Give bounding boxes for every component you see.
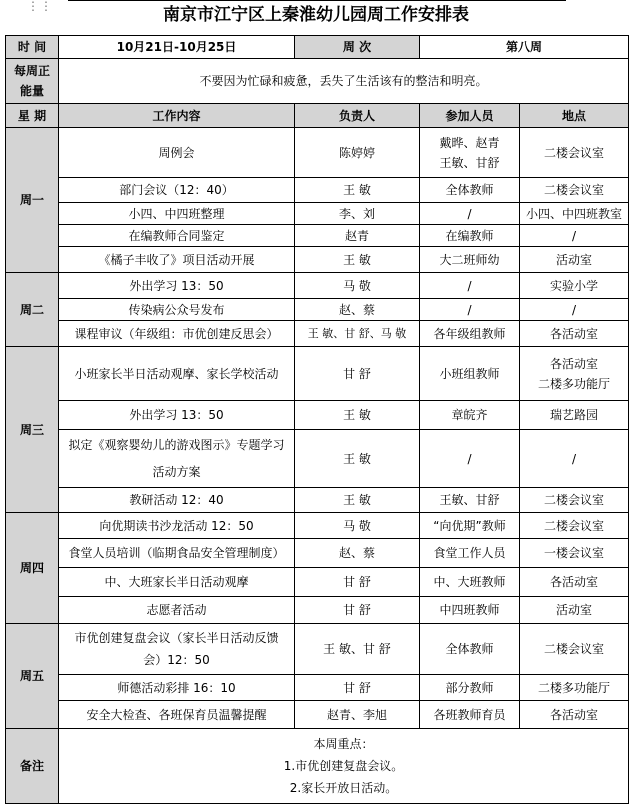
col-day: 星 期 [6,104,59,128]
col-owner: 负责人 [295,104,420,128]
drag-handle-icon[interactable]: ⋮⋮ [27,0,53,13]
task-location: 二楼多功能厅 [520,675,629,701]
task-content: 《橘子丰收了》项目活动开展 [59,247,295,273]
content-line2: 会）12：50 [143,653,210,667]
task-owner: 王 敏 [295,178,420,203]
notes-content [59,729,629,804]
task-content: 教研活动 12：40 [59,488,295,513]
task-content: 外出学习 13：50 [59,401,295,430]
task-participants: / [420,273,520,299]
task-location: 各活动室 [520,701,629,729]
task-owner: 王 敏 [295,488,420,513]
content-line2: 活动方案 [152,464,201,479]
task-owner: 李、刘 [295,203,420,225]
task-content: 志愿者活动 [59,597,295,624]
content-line1: 拟定《观察婴幼儿的游戏图示》专题学习 [68,437,285,452]
task-location: 二楼会议室 [520,128,629,178]
time-label: 时 间 [6,36,59,59]
task-owner: 马 敬 [295,273,420,299]
task-participants: 全体教师 [420,624,520,675]
task-participants: “向优期”教师 [420,513,520,539]
day-label-friday: 周五 [6,624,59,729]
task-location: / [520,299,629,321]
week-label: 周 次 [295,36,420,59]
task-content: 在编教师合同鉴定 [59,225,295,247]
header-row [6,36,629,59]
table-row [6,539,629,568]
task-owner: 王 敏 [295,247,420,273]
task-location: / [520,225,629,247]
task-location: 各活动室 [520,321,629,347]
task-participants: 中四班教师 [420,597,520,624]
task-owner: 赵、蔡 [295,539,420,568]
task-participants: 部分教师 [420,675,520,701]
task-participants: / [420,430,520,488]
task-content: 安全大检查、各班保育员温馨提醒 [59,701,295,729]
task-content: 传染病公众号发布 [59,299,295,321]
table-row [6,347,629,401]
motto-label [6,59,59,104]
day-label-thursday: 周四 [6,513,59,624]
task-content: 课程审议（年级组：市优创建反思会） [59,321,295,347]
task-participants: 食堂工作人员 [420,539,520,568]
task-content: 向优期读书沙龙活动 12：50 [59,513,295,539]
task-location: 各活动室 [520,568,629,597]
task-participants: 各年级组教师 [420,321,520,347]
task-owner: 甘 舒 [295,568,420,597]
task-participants: / [420,299,520,321]
day-label-tuesday: 周二 [6,273,59,347]
date-range: 10月21日-10月25日 [59,36,295,59]
task-content [59,430,295,488]
day-label-wednesday: 周三 [6,347,59,513]
task-participants: 中、大班教师 [420,568,520,597]
table-row [6,597,629,624]
table-row [6,321,629,347]
task-location: 二楼会议室 [520,488,629,513]
task-location: 活动室 [520,597,629,624]
table-row [6,203,629,225]
task-location: 活动室 [520,247,629,273]
col-location: 地点 [520,104,629,128]
week-value: 第八周 [420,36,629,59]
notes-item: 1.市优创建复盘会议。 [283,759,404,773]
task-participants: 各班教师育员 [420,701,520,729]
notes-label: 备注 [6,729,59,804]
task-owner: 王 敏、甘 舒、马 敬 [295,321,420,347]
task-location: 瑞艺路园 [520,401,629,430]
task-content: 小班家长半日活动观摩、家长学校活动 [59,347,295,401]
table-row [6,488,629,513]
content-line1: 市优创建复盘会议（家长半日活动反馈 [74,631,279,645]
table-row [6,401,629,430]
notes-heading: 本周重点： [313,737,374,751]
task-owner: 甘 舒 [295,675,420,701]
motto-text: 不要因为忙碌和疲惫，丢失了生活该有的整洁和明亮。 [59,59,629,104]
task-participants: / [420,203,520,225]
task-owner: 王 敏、甘 舒 [295,624,420,675]
motto-row [6,59,629,104]
table-row [6,675,629,701]
task-location: 一楼会议室 [520,539,629,568]
task-location: / [520,430,629,488]
motto-label-line1: 每周正 [13,64,50,78]
table-row [6,513,629,539]
table-row [6,430,629,488]
task-owner: 赵青、李旭 [295,701,420,729]
table-row [6,299,629,321]
col-content: 工作内容 [59,104,295,128]
column-header-row [6,104,629,128]
task-owner: 王 敏 [295,401,420,430]
task-content: 师德活动彩排 16：10 [59,675,295,701]
task-location: 小四、中四班教室 [520,203,629,225]
task-content: 部门会议（12：40） [59,178,295,203]
task-owner: 甘 舒 [295,597,420,624]
task-owner: 马 敬 [295,513,420,539]
motto-label-line2: 能量 [19,84,44,98]
task-content: 中、大班家长半日活动观摩 [59,568,295,597]
task-participants: 王敏、甘舒 [420,488,520,513]
task-location [520,347,629,401]
task-owner: 陈婷婷 [295,128,420,178]
task-participants: 在编教师 [420,225,520,247]
notes-item: 2.家长开放日活动。 [289,781,398,795]
task-location: 二楼会议室 [520,513,629,539]
location-line2: 二楼多功能厅 [538,376,611,391]
task-content [59,624,295,675]
task-content: 周例会 [59,128,295,178]
schedule-table [5,35,629,804]
task-content: 小四、中四班整理 [59,203,295,225]
task-participants [420,128,520,178]
table-row [6,273,629,299]
task-content: 食堂人员培训（临期食品安全管理制度） [59,539,295,568]
day-label-monday: 周一 [6,128,59,273]
task-owner: 王 敏 [295,430,420,488]
task-owner: 赵青 [295,225,420,247]
table-row [6,624,629,675]
task-content: 外出学习 13：50 [59,273,295,299]
task-owner: 赵、蔡 [295,299,420,321]
table-row [6,178,629,203]
table-row [6,568,629,597]
location-line1: 各活动室 [550,356,599,371]
task-location: 实验小学 [520,273,629,299]
participants-line1: 戴晔、赵青 [439,135,500,150]
table-row [6,128,629,178]
task-location: 二楼会议室 [520,624,629,675]
task-participants: 章皖齐 [420,401,520,430]
top-rule [68,0,566,1]
participants-line2: 王敏、甘舒 [439,155,500,170]
task-participants: 大二班师幼 [420,247,520,273]
page-title: 南京市江宁区上秦淮幼儿园周工作安排表 [163,5,469,25]
table-row [6,247,629,273]
task-participants: 小班组教师 [420,347,520,401]
task-participants: 全体教师 [420,178,520,203]
notes-row [6,729,629,804]
col-participants: 参加人员 [420,104,520,128]
table-row [6,225,629,247]
table-row [6,701,629,729]
task-owner: 甘 舒 [295,347,420,401]
task-location: 二楼会议室 [520,178,629,203]
